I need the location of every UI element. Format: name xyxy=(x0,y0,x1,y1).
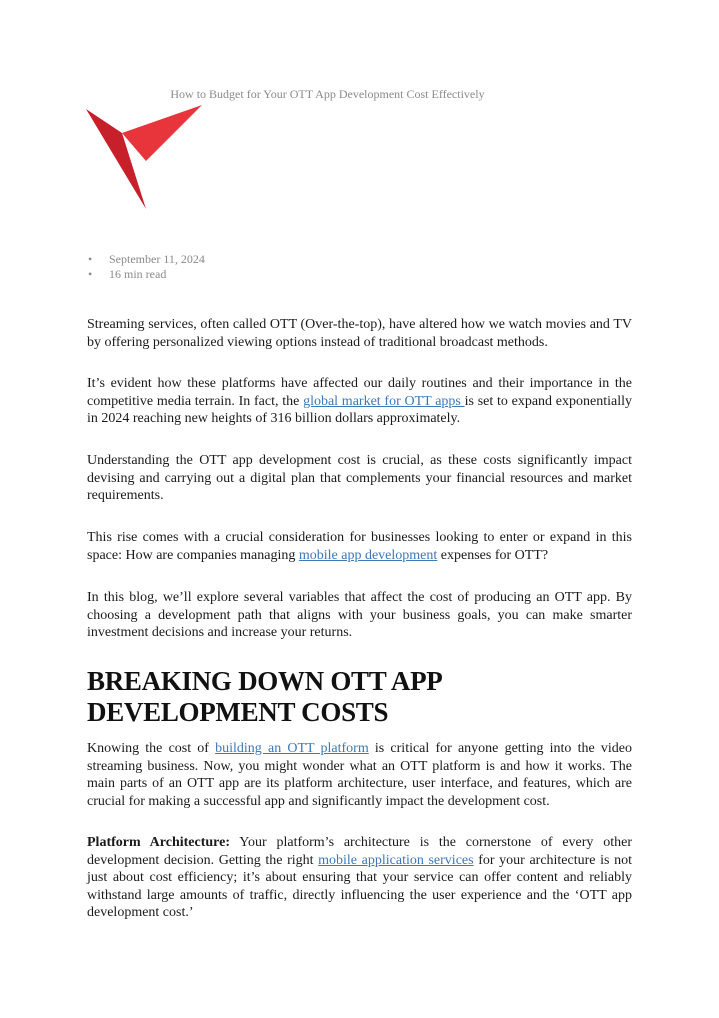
section-paragraph-2-text-b: for your architecture is not just about cost efficiency; it’s about ensuring that your service can offer content and reliably withstand large amounts of traffic, directly influencing the user experience and the ‘OTT app development cost.’ xyxy=(87,852,632,920)
red-arrow-logo-icon xyxy=(84,103,204,213)
mobile-application-services-link[interactable]: mobile application services xyxy=(318,852,474,868)
post-read-time-text: 16 min read xyxy=(109,267,167,281)
intro-paragraph-3-text: Understanding the OTT app development cost is crucial, as these costs significantly impact devising and carrying out a digital plan that complements your financial resources and market requirements. xyxy=(87,453,632,503)
logo-left-wing xyxy=(86,109,146,209)
section-paragraph-2 xyxy=(87,834,632,922)
intro-paragraph-3 xyxy=(87,452,632,505)
post-date xyxy=(88,252,205,267)
section-paragraph-1-text-b: is critical for anyone getting into the video streaming business. Now, you might wonder what an OTT platform is and how it works. The main parts of an OTT app are its platform architecture, user interface, and features, which are crucial for making a successful app and significantly impact the development cost. xyxy=(87,741,632,809)
intro-paragraph-2-text-a: It’s evident how these platforms have affected our daily routines and their importance in the competitive media terrain. In fact, the xyxy=(87,376,632,409)
building-ott-platform-link[interactable]: building an OTT platform xyxy=(215,741,369,756)
intro-paragraph-4 xyxy=(87,529,632,564)
bullet-icon: • xyxy=(88,252,93,266)
section-paragraph-2-text-a: Your platform’s architecture is the cornerstone of every other development decision. Getting the right xyxy=(87,835,632,868)
section-paragraph-1-text-a: Knowing the cost of xyxy=(87,741,216,756)
intro-paragraph-4-text-b: expenses for OTT? xyxy=(437,547,549,563)
document-header-title: How to Budget for Your OTT App Development Cost Effectively xyxy=(170,87,485,101)
logo-right-wing xyxy=(122,105,202,161)
platform-architecture-label: Platform Architecture: xyxy=(87,835,231,850)
intro-paragraph-1-text: Streaming services, often called OTT (Over-the-top), have altered how we watch movies and TV by offering personalized viewing options instead of traditional broadcast methods. xyxy=(87,317,632,350)
post-meta-list xyxy=(88,252,205,282)
intro-paragraph-2-text-b: is set to expand exponentially in 2024 reaching new heights of 316 billion dollars approximately. xyxy=(87,393,633,426)
intro-paragraph-1 xyxy=(87,316,632,351)
post-date-text: September 11, 2024 xyxy=(109,252,205,266)
mobile-app-development-link[interactable]: mobile app development xyxy=(298,547,438,563)
section-heading: BREAKING DOWN OTT APP DEVELOPMENT COSTS xyxy=(87,666,442,727)
section-paragraph-1 xyxy=(87,740,632,810)
intro-paragraph-5 xyxy=(87,589,632,642)
post-read-time xyxy=(88,267,205,282)
intro-paragraph-5-text: In this blog, we’ll explore several variables that affect the cost of producing an OTT app. By choosing a development path that aligns with your business goals, you can make smarter investment decisions and increase your returns. xyxy=(87,590,632,640)
global-market-link[interactable]: global market for OTT apps xyxy=(303,393,465,409)
intro-paragraph-2 xyxy=(87,375,632,428)
bullet-icon: • xyxy=(88,267,93,281)
intro-paragraph-4-text-a: This rise comes with a crucial consideration for businesses looking to enter or expand in this space: How are companies managing xyxy=(87,530,632,563)
